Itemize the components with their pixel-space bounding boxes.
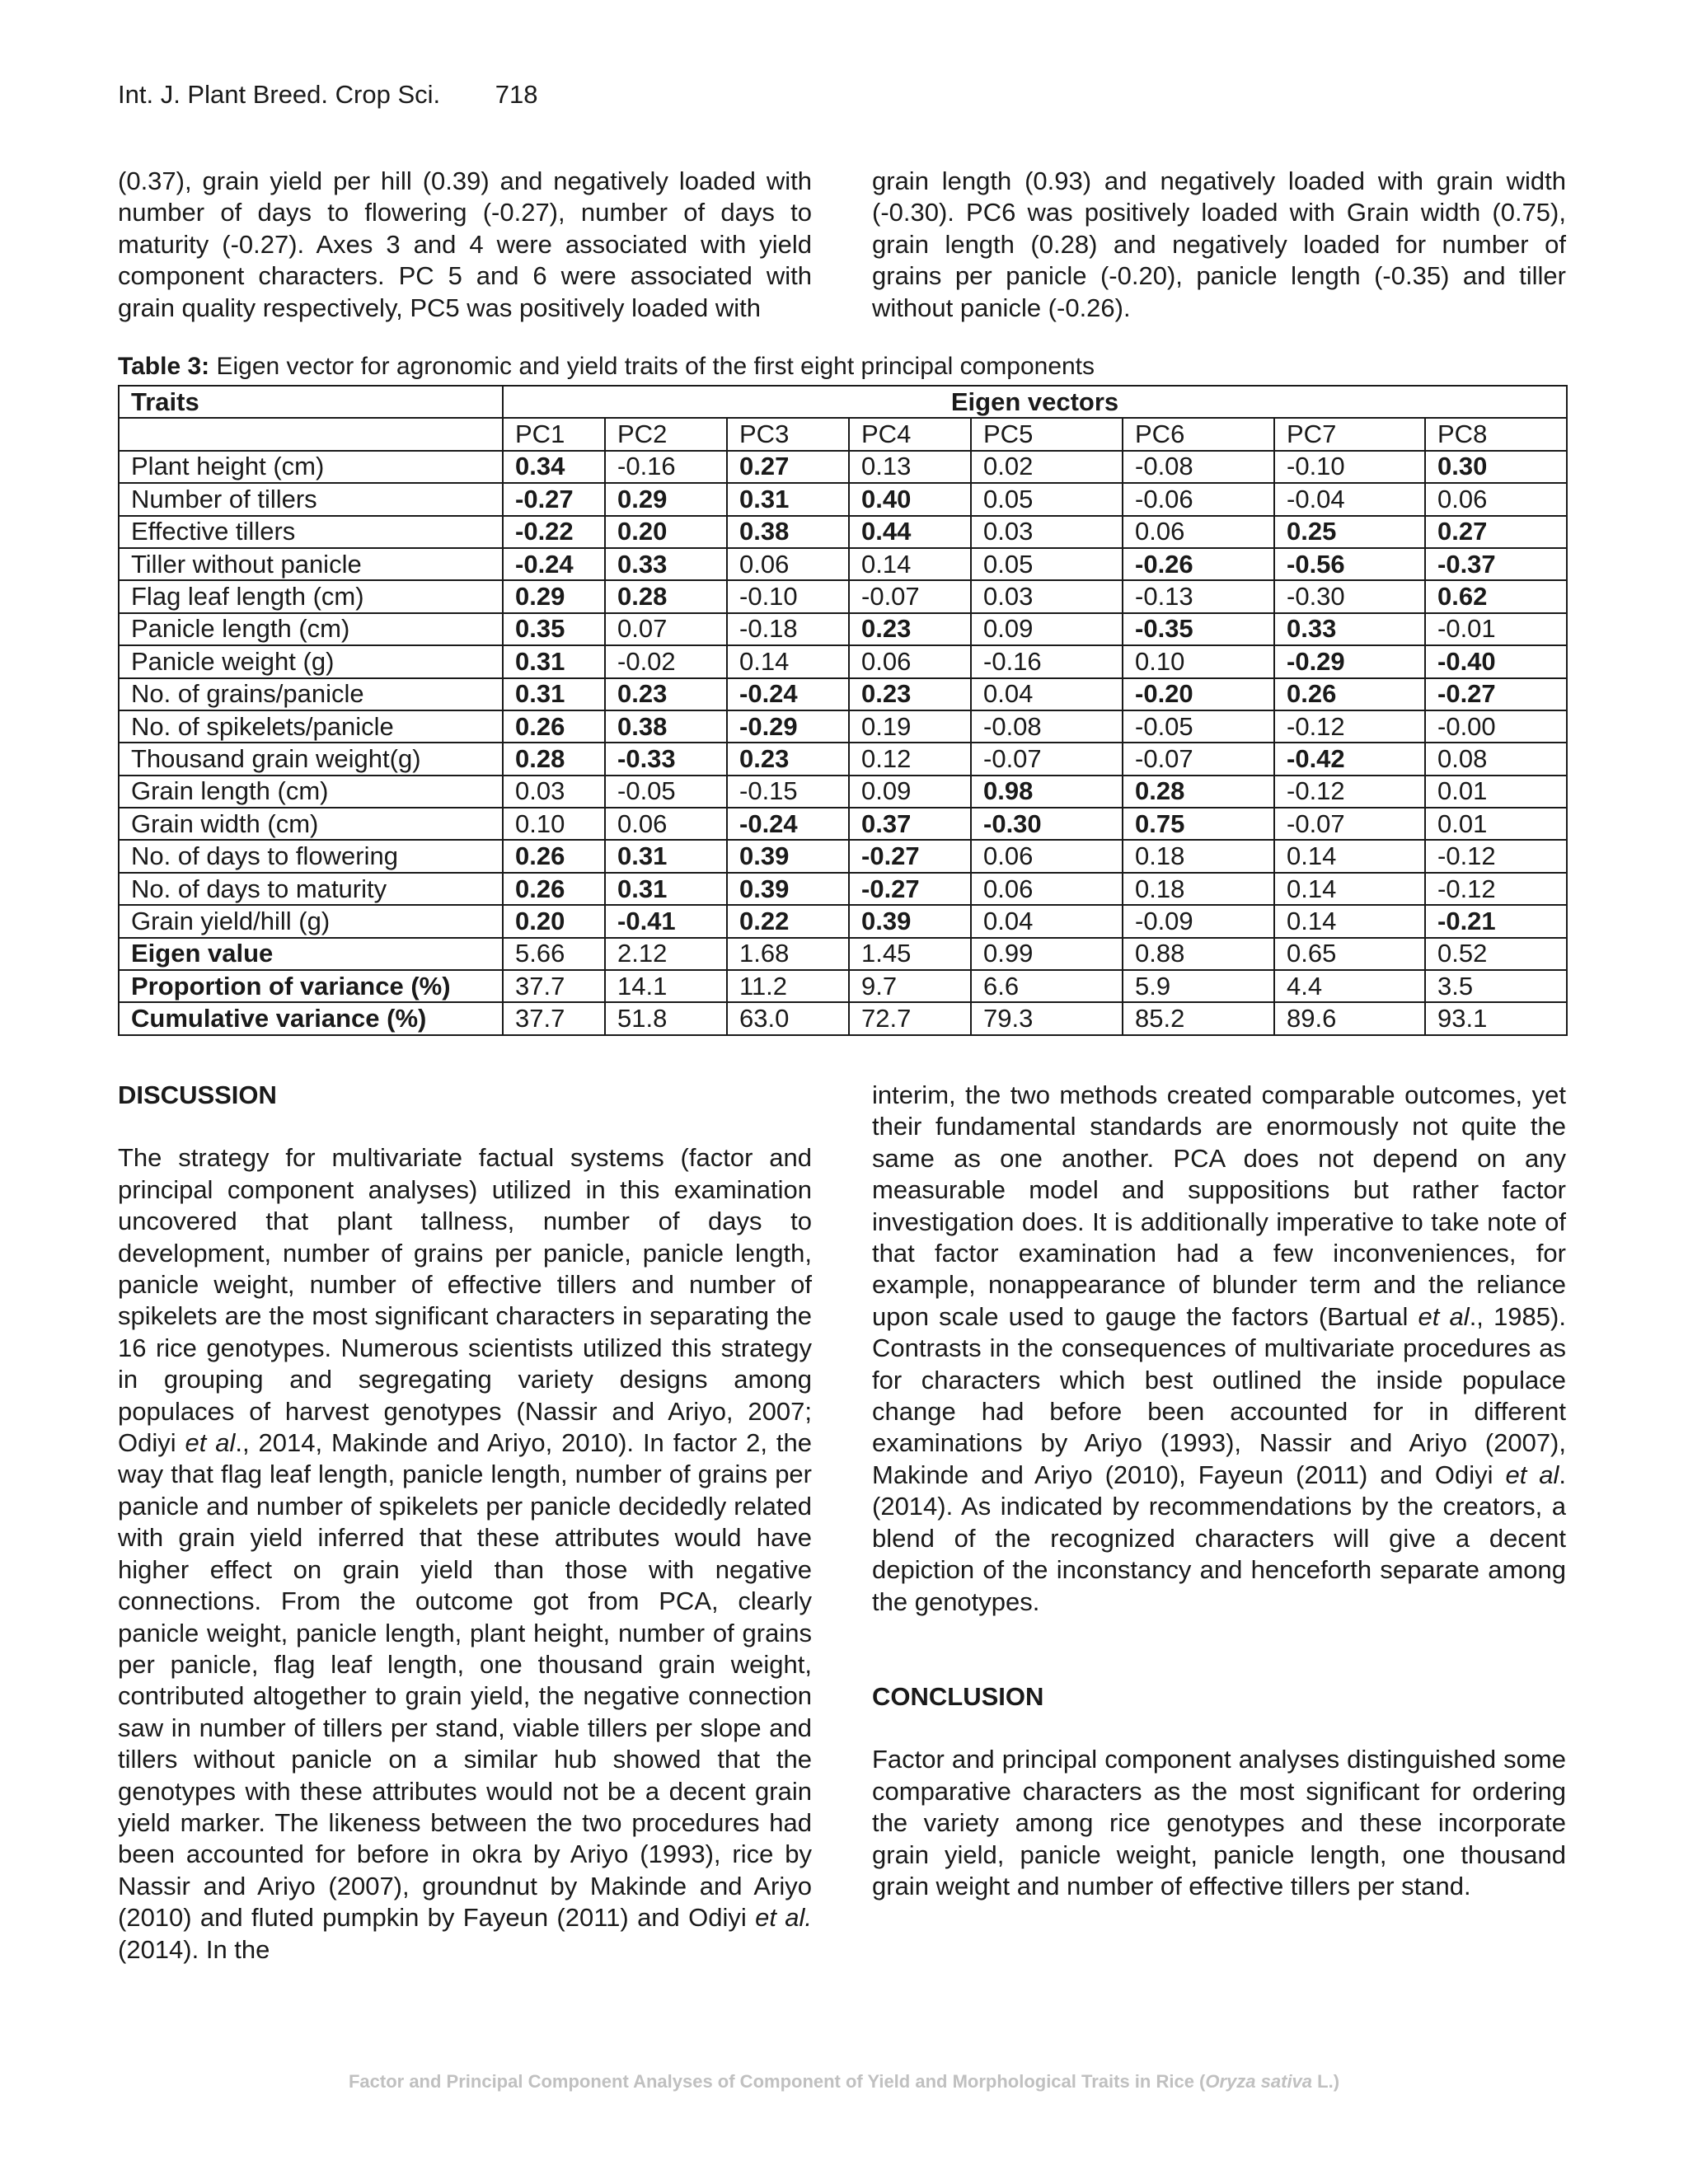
eigen-value-cell: 0.31 bbox=[605, 873, 727, 905]
pc-header-row bbox=[119, 418, 1567, 450]
eigen-value-cell: 0.06 bbox=[849, 645, 971, 677]
pc-header-3: PC3 bbox=[727, 418, 849, 450]
trait-name: Plant height (cm) bbox=[119, 451, 503, 483]
running-footer: Factor and Principal Component Analyses of Component of Yield and Morphological Traits in Rice (Oryza sativa L.) bbox=[348, 2071, 1340, 2092]
summary-value-cell: 37.7 bbox=[503, 970, 605, 1002]
trait-name: Panicle length (cm) bbox=[119, 613, 503, 645]
eigen-value-cell: 0.26 bbox=[503, 840, 605, 872]
eigen-value-cell: 0.07 bbox=[605, 613, 727, 645]
table-caption-label: Table 3: bbox=[118, 353, 210, 380]
eigen-value-cell: 0.31 bbox=[503, 678, 605, 710]
table-row bbox=[119, 548, 1567, 580]
eigen-value-cell: 0.06 bbox=[727, 548, 849, 580]
discussion-left-column bbox=[118, 1080, 812, 1966]
pc-header-1: PC1 bbox=[503, 418, 605, 450]
summary-row bbox=[119, 938, 1567, 970]
eigen-value-cell: -0.29 bbox=[1274, 645, 1425, 677]
eigen-value-cell: 0.25 bbox=[1274, 516, 1425, 548]
eigen-value-cell: -0.30 bbox=[971, 808, 1123, 840]
table-row bbox=[119, 613, 1567, 645]
summary-value-cell: 93.1 bbox=[1425, 1002, 1567, 1034]
summary-value-cell: 1.45 bbox=[849, 938, 971, 970]
eigen-value-cell: -0.01 bbox=[1425, 613, 1567, 645]
eigen-value-cell: 0.14 bbox=[1274, 840, 1425, 872]
discussion-right-column bbox=[872, 1080, 1566, 1902]
pc-header-7: PC7 bbox=[1274, 418, 1425, 450]
eigen-value-cell: 0.04 bbox=[971, 905, 1123, 937]
eigen-value-cell: -0.08 bbox=[1123, 451, 1274, 483]
journal-name: Int. J. Plant Breed. Crop Sci. bbox=[118, 80, 441, 109]
table-row bbox=[119, 873, 1567, 905]
trait-name: Effective tillers bbox=[119, 516, 503, 548]
summary-value-cell: 9.7 bbox=[849, 970, 971, 1002]
eigen-value-cell: -0.12 bbox=[1425, 840, 1567, 872]
eigen-value-cell: 0.23 bbox=[605, 678, 727, 710]
table-row bbox=[119, 710, 1567, 743]
eigen-value-cell: 0.06 bbox=[605, 808, 727, 840]
table-row bbox=[119, 645, 1567, 677]
summary-label: Cumulative variance (%) bbox=[119, 1002, 503, 1034]
eigen-value-cell: -0.24 bbox=[727, 678, 849, 710]
trait-name: No. of spikelets/panicle bbox=[119, 710, 503, 743]
summary-value-cell: 1.68 bbox=[727, 938, 849, 970]
eigen-value-cell: -0.26 bbox=[1123, 548, 1274, 580]
eigen-value-cell: -0.27 bbox=[503, 483, 605, 515]
eigen-value-cell: 0.13 bbox=[849, 451, 971, 483]
eigen-value-cell: -0.29 bbox=[727, 710, 849, 743]
eigen-value-cell: 0.26 bbox=[503, 873, 605, 905]
table-header-row bbox=[119, 386, 1567, 418]
trait-name: No. of days to maturity bbox=[119, 873, 503, 905]
eigen-value-cell: 0.30 bbox=[1425, 451, 1567, 483]
eigen-value-cell: 0.28 bbox=[1123, 776, 1274, 808]
eigen-value-cell: 0.27 bbox=[1425, 516, 1567, 548]
table-row bbox=[119, 580, 1567, 612]
eigen-value-cell: -0.24 bbox=[727, 808, 849, 840]
summary-value-cell: 2.12 bbox=[605, 938, 727, 970]
eigen-value-cell: 0.14 bbox=[727, 645, 849, 677]
eigen-value-cell: 0.06 bbox=[971, 873, 1123, 905]
eigen-value-cell: 0.18 bbox=[1123, 840, 1274, 872]
trait-name: Flag leaf length (cm) bbox=[119, 580, 503, 612]
eigen-value-cell: 0.34 bbox=[503, 451, 605, 483]
summary-value-cell: 14.1 bbox=[605, 970, 727, 1002]
summary-value-cell: 72.7 bbox=[849, 1002, 971, 1034]
eigen-value-cell: 0.28 bbox=[605, 580, 727, 612]
pc-header-5: PC5 bbox=[971, 418, 1123, 450]
eigen-value-cell: 0.12 bbox=[849, 743, 971, 775]
eigen-value-cell: 0.38 bbox=[727, 516, 849, 548]
eigen-value-cell: -0.12 bbox=[1274, 710, 1425, 743]
intro-left-text: (0.37), grain yield per hill (0.39) and negatively loaded with number of days to flowering (-0.27), number of days to maturity (-0.27). Axes 3 and 4 were associated with yield component characters. PC 5 and 6 were associated with grain quality respectively, PC5 was positively loaded with bbox=[118, 166, 812, 322]
trait-name: No. of grains/panicle bbox=[119, 678, 503, 710]
eigen-value-cell: -0.27 bbox=[849, 873, 971, 905]
eigen-value-cell: -0.21 bbox=[1425, 905, 1567, 937]
eigen-value-cell: -0.33 bbox=[605, 743, 727, 775]
eigen-value-cell: -0.07 bbox=[1123, 743, 1274, 775]
summary-value-cell: 51.8 bbox=[605, 1002, 727, 1034]
eigen-value-cell: 0.37 bbox=[849, 808, 971, 840]
conclusion-text: Factor and principal component analyses distinguished some comparative characters as the most significant for ordering the variety among rice genotypes and these incorporate grain yield, panicle weight, panicle length, one thousand grain weight and number of effective tillers per stand. bbox=[872, 1745, 1566, 1900]
summary-row bbox=[119, 970, 1567, 1002]
eigen-value-cell: 0.23 bbox=[849, 613, 971, 645]
species-name: Oryza sativa bbox=[1205, 2071, 1313, 2092]
eigen-value-cell: 0.38 bbox=[605, 710, 727, 743]
pc-header-4: PC4 bbox=[849, 418, 971, 450]
intro-right-text: grain length (0.93) and negatively loaded with grain width (-0.30). PC6 was positively loaded with Grain width (0.75), grain length (0.28) and negatively loaded for number of grains per panicle (-0.20), panicle length (-0.35) and tiller without panicle (-0.26). bbox=[872, 166, 1566, 322]
eigen-value-cell: -0.06 bbox=[1123, 483, 1274, 515]
summary-value-cell: 79.3 bbox=[971, 1002, 1123, 1034]
eigen-value-cell: 0.29 bbox=[503, 580, 605, 612]
summary-value-cell: 0.52 bbox=[1425, 938, 1567, 970]
eigen-value-cell: 0.62 bbox=[1425, 580, 1567, 612]
eigen-value-cell: 0.14 bbox=[849, 548, 971, 580]
summary-value-cell: 11.2 bbox=[727, 970, 849, 1002]
eigen-value-cell: 0.06 bbox=[1425, 483, 1567, 515]
summary-value-cell: 5.66 bbox=[503, 938, 605, 970]
pc-header-6: PC6 bbox=[1123, 418, 1274, 450]
table-row bbox=[119, 483, 1567, 515]
eigen-value-cell: -0.10 bbox=[727, 580, 849, 612]
table-body bbox=[119, 451, 1567, 1035]
eigen-value-cell: 0.33 bbox=[1274, 613, 1425, 645]
eigen-value-cell: -0.41 bbox=[605, 905, 727, 937]
summary-value-cell: 0.88 bbox=[1123, 938, 1274, 970]
eigen-value-cell: -0.05 bbox=[605, 776, 727, 808]
eigen-value-cell: 0.03 bbox=[971, 516, 1123, 548]
eigen-value-cell: -0.09 bbox=[1123, 905, 1274, 937]
summary-value-cell: 3.5 bbox=[1425, 970, 1567, 1002]
summary-value-cell: 5.9 bbox=[1123, 970, 1274, 1002]
eigen-value-cell: 0.22 bbox=[727, 905, 849, 937]
eigen-value-cell: -0.40 bbox=[1425, 645, 1567, 677]
spacer bbox=[872, 1618, 1566, 1681]
summary-value-cell: 89.6 bbox=[1274, 1002, 1425, 1034]
eigen-value-cell: 0.19 bbox=[849, 710, 971, 743]
trait-name: Number of tillers bbox=[119, 483, 503, 515]
eigen-value-cell: 0.03 bbox=[971, 580, 1123, 612]
trait-name: Panicle weight (g) bbox=[119, 645, 503, 677]
table-row bbox=[119, 840, 1567, 872]
spacer bbox=[872, 1713, 1566, 1744]
eigen-value-cell: -0.42 bbox=[1274, 743, 1425, 775]
eigen-value-cell: 0.14 bbox=[1274, 905, 1425, 937]
eigen-value-cell: 0.02 bbox=[971, 451, 1123, 483]
intro-left-column bbox=[118, 166, 812, 324]
eigen-value-cell: -0.37 bbox=[1425, 548, 1567, 580]
eigen-value-cell: 0.09 bbox=[849, 776, 971, 808]
eigen-value-cell: 0.75 bbox=[1123, 808, 1274, 840]
table-row bbox=[119, 451, 1567, 483]
eigen-value-cell: 0.39 bbox=[727, 840, 849, 872]
eigen-value-cell: 0.26 bbox=[1274, 678, 1425, 710]
eigen-value-cell: 0.10 bbox=[503, 808, 605, 840]
eigen-value-cell: 0.39 bbox=[849, 905, 971, 937]
eigen-value-cell: 0.06 bbox=[1123, 516, 1274, 548]
eigen-value-cell: -0.00 bbox=[1425, 710, 1567, 743]
summary-row bbox=[119, 1002, 1567, 1034]
trait-name: No. of days to flowering bbox=[119, 840, 503, 872]
summary-value-cell: 63.0 bbox=[727, 1002, 849, 1034]
table-caption bbox=[118, 353, 1095, 381]
running-header bbox=[118, 80, 537, 110]
eigen-value-cell: -0.24 bbox=[503, 548, 605, 580]
page-number: 718 bbox=[495, 80, 538, 109]
spacer bbox=[118, 1111, 812, 1142]
eigen-value-cell: -0.27 bbox=[849, 840, 971, 872]
table-row bbox=[119, 808, 1567, 840]
eigen-value-cell: 0.31 bbox=[727, 483, 849, 515]
eigen-value-cell: -0.07 bbox=[971, 743, 1123, 775]
traits-header: Traits bbox=[119, 386, 503, 418]
eigen-value-cell: 0.18 bbox=[1123, 873, 1274, 905]
eigen-value-cell: 0.26 bbox=[503, 710, 605, 743]
eigen-value-cell: 0.01 bbox=[1425, 776, 1567, 808]
eigen-value-cell: -0.02 bbox=[605, 645, 727, 677]
eigen-value-cell: -0.18 bbox=[727, 613, 849, 645]
eigen-value-cell: -0.05 bbox=[1123, 710, 1274, 743]
eigen-value-cell: 0.10 bbox=[1123, 645, 1274, 677]
pc-header-8: PC8 bbox=[1425, 418, 1567, 450]
eigen-vector-table bbox=[118, 385, 1568, 1036]
eigen-value-cell: -0.12 bbox=[1425, 873, 1567, 905]
discussion-left-text: The strategy for multivariate factual systems (factor and principal component analyses) utilized in this examination uncovered that plant tallness, number of days to development, number of grains per panicle, panicle length, panicle weight, number of effective tillers and number of spikelets are the most significant characters in separating the 16 rice genotypes. Numerous scientists utilized this strategy in grouping and segregating variety designs among populaces of harvest genotypes (Nassir and Ariyo, 2007; Odiyi et al., 2014, Makinde and Ariyo, 2010). In factor 2, the way that flag leaf length, panicle length, number of grains per panicle and number of spikelets per panicle decidedly related with grain yield inferred that these attributes would have higher effect on grain yield than those with negative connections. From the outcome got from PCA, clearly panicle weight, panicle length, plant height, number of grains per panicle, flag leaf length, one thousand grain weight, contributed altogether to grain yield, the negative connection saw in number of tillers per stand, viable tillers per slope and tillers without panicle on a similar hub showed that the genotypes with these attributes would not be a decent grain yield marker. The likeness between the two procedures had been accounted for before in okra by Ariyo (1993), rice by Nassir and Ariyo (2007), groundnut by Makinde and Ariyo (2010) and fluted pumpkin by Fayeun (2011) and Odiyi et al. (2014). In the bbox=[118, 1143, 812, 1964]
eigen-value-cell: 0.31 bbox=[605, 840, 727, 872]
eigen-value-cell: 0.06 bbox=[971, 840, 1123, 872]
eigen-value-cell: 0.03 bbox=[503, 776, 605, 808]
eigen-value-cell: -0.12 bbox=[1274, 776, 1425, 808]
eigen-value-cell: 0.14 bbox=[1274, 873, 1425, 905]
summary-value-cell: 37.7 bbox=[503, 1002, 605, 1034]
summary-value-cell: 6.6 bbox=[971, 970, 1123, 1002]
eigen-value-cell: -0.20 bbox=[1123, 678, 1274, 710]
eigen-value-cell: 0.39 bbox=[727, 873, 849, 905]
eigen-value-cell: -0.35 bbox=[1123, 613, 1274, 645]
conclusion-heading: CONCLUSION bbox=[872, 1681, 1044, 1711]
eigen-value-cell: 0.04 bbox=[971, 678, 1123, 710]
table-row bbox=[119, 905, 1567, 937]
eigen-value-cell: 0.09 bbox=[971, 613, 1123, 645]
table-row bbox=[119, 516, 1567, 548]
trait-name: Grain yield/hill (g) bbox=[119, 905, 503, 937]
eigen-value-cell: -0.16 bbox=[971, 645, 1123, 677]
eigen-value-cell: 0.23 bbox=[849, 678, 971, 710]
eigen-value-cell: -0.30 bbox=[1274, 580, 1425, 612]
eigen-value-cell: 0.05 bbox=[971, 548, 1123, 580]
eigen-value-cell: 0.23 bbox=[727, 743, 849, 775]
discussion-heading: DISCUSSION bbox=[118, 1080, 277, 1109]
summary-value-cell: 85.2 bbox=[1123, 1002, 1274, 1034]
table-row bbox=[119, 678, 1567, 710]
trait-name: Grain length (cm) bbox=[119, 776, 503, 808]
eigen-value-cell: 0.35 bbox=[503, 613, 605, 645]
eigen-value-cell: -0.10 bbox=[1274, 451, 1425, 483]
table-caption-text: Eigen vector for agronomic and yield traits of the first eight principal components bbox=[209, 353, 1095, 380]
eigen-vectors-header: Eigen vectors bbox=[503, 386, 1567, 418]
eigen-value-cell: 0.33 bbox=[605, 548, 727, 580]
eigen-value-cell: 0.28 bbox=[503, 743, 605, 775]
eigen-value-cell: 0.44 bbox=[849, 516, 971, 548]
intro-right-column bbox=[872, 166, 1566, 324]
eigen-value-cell: -0.07 bbox=[849, 580, 971, 612]
eigen-value-cell: 0.01 bbox=[1425, 808, 1567, 840]
eigen-value-cell: -0.16 bbox=[605, 451, 727, 483]
eigen-value-cell: -0.56 bbox=[1274, 548, 1425, 580]
discussion-right-text: interim, the two methods created comparable outcomes, yet their fundamental standards are enormously not quite the same as one another. PCA does not depend on any measurable model and suppositions but rather factor investigation does. It is additionally imperative to take note of that factor examination had a few inconveniences, for example, nonappearance of blunder term and the reliance upon scale used to gauge the factors (Bartual et al., 1985). Contrasts in the consequences of multivariate procedures as for characters which best outlined the inside populace change had before been accounted for in different examinations by Ariyo (1993), Nassir and Ariyo (2007), Makinde and Ariyo (2010), Fayeun (2011) and Odiyi et al. (2014). As indicated by recommendations by the creators, a blend of the recognized characters will give a decent depiction of the inconstancy and henceforth separate among the genotypes. bbox=[872, 1080, 1566, 1616]
trait-name: Grain width (cm) bbox=[119, 808, 503, 840]
eigen-value-cell: 0.98 bbox=[971, 776, 1123, 808]
summary-value-cell: 0.99 bbox=[971, 938, 1123, 970]
table-row bbox=[119, 776, 1567, 808]
eigen-value-cell: 0.08 bbox=[1425, 743, 1567, 775]
eigen-value-cell: -0.27 bbox=[1425, 678, 1567, 710]
eigen-value-cell: 0.31 bbox=[503, 645, 605, 677]
eigen-value-cell: -0.13 bbox=[1123, 580, 1274, 612]
summary-value-cell: 0.65 bbox=[1274, 938, 1425, 970]
eigen-value-cell: -0.04 bbox=[1274, 483, 1425, 515]
eigen-value-cell: -0.07 bbox=[1274, 808, 1425, 840]
trait-name: Tiller without panicle bbox=[119, 548, 503, 580]
summary-value-cell: 4.4 bbox=[1274, 970, 1425, 1002]
eigen-value-cell: 0.20 bbox=[503, 905, 605, 937]
table-row bbox=[119, 743, 1567, 775]
pc-header-2: PC2 bbox=[605, 418, 727, 450]
eigen-value-cell: 0.05 bbox=[971, 483, 1123, 515]
summary-label: Eigen value bbox=[119, 938, 503, 970]
eigen-value-cell: 0.20 bbox=[605, 516, 727, 548]
eigen-value-cell: -0.15 bbox=[727, 776, 849, 808]
eigen-value-cell: 0.40 bbox=[849, 483, 971, 515]
trait-name: Thousand grain weight(g) bbox=[119, 743, 503, 775]
summary-label: Proportion of variance (%) bbox=[119, 970, 503, 1002]
eigen-value-cell: 0.29 bbox=[605, 483, 727, 515]
eigen-value-cell: -0.08 bbox=[971, 710, 1123, 743]
eigen-value-cell: 0.27 bbox=[727, 451, 849, 483]
eigen-value-cell: -0.22 bbox=[503, 516, 605, 548]
pc-header-blank bbox=[119, 418, 503, 450]
